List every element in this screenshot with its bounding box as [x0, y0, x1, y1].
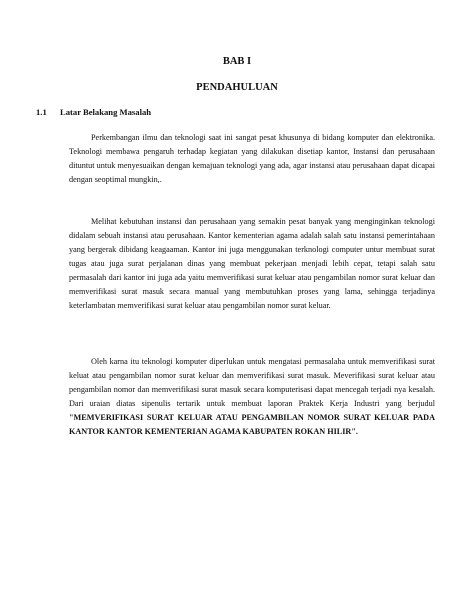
paragraph-1: Perkembangan ilmu dan teknologi saat ini sangat pesat khusunya di bidang komputer dan elektronika. Teknologi membawa pengaruh terhadap kegiatan yang dilakukan disetiap kantor, Instansi dan perusahaan dituntut untuk menyesuaikan dengan kemajuan teknologi yang ada, agar instansi atau perusahaan dapat dicapai dengan seoptimal mungkin,.: [69, 133, 435, 184]
section-heading: [36, 107, 151, 117]
paragraph-2: Melihat kebutuhan instansi dan perusahaan yang semakin pesat banyak yang menginginkan teknologi didalam sebuah instansi atau perusahaan. Kantor kementerian agama adalah salah satu instansi pemerintahaan yang bergerak dibidang keagaaman. Kantor ini juga menggunakan terknologi computer untur membuat surat tugas atau juga surat perjalanan dinas yang membuat pekerjaan menjadi lebih cepat, tetapi salah satu permasalah dari kantor ini juga ada yaitu memverifikasi surat keluar atau pengambilan nomor surat keluar dan memverifikasi surat masuk secara manual yang membutuhkan proses yang lama, sehingga terjadinya keterlambatan memverifikasi surat keluar atau pengambilan nomor surat keluar.: [69, 217, 435, 310]
report-title-bold: "MEMVERIFIKASI SURAT KELUAR ATAU PENGAMBILAN NOMOR SURAT KELUAR PADA KANTOR KANTOR KEMENTERIAN AGAMA KABUPATEN ROKAN HILIR".: [69, 413, 435, 436]
section-title: Latar Belakang Masalah: [60, 107, 152, 117]
section-number: 1.1: [36, 107, 47, 117]
paragraph-3-text: Oleh karna itu teknologi komputer diperlukan untuk mengatasi permasalaha untuk memverifikasi surat keluat atau pengambilan nomor surat keluar dan memverifikasi surat masuk. Meverifikasi surat keluar atau pengambilan nomor dan memverifikasi surat masuk secara komputerisasi dapat mencegah terjadi nya kesalah. Dari uraian diatas sipenulis tertarik untuk membuat laporan Praktek Kerja Industri yang berjudul: [69, 357, 435, 408]
chapter-subtitle: PENDAHULUAN: [196, 82, 278, 93]
paragraph-3: [69, 355, 435, 439]
chapter-title: BAB I: [222, 56, 252, 67]
